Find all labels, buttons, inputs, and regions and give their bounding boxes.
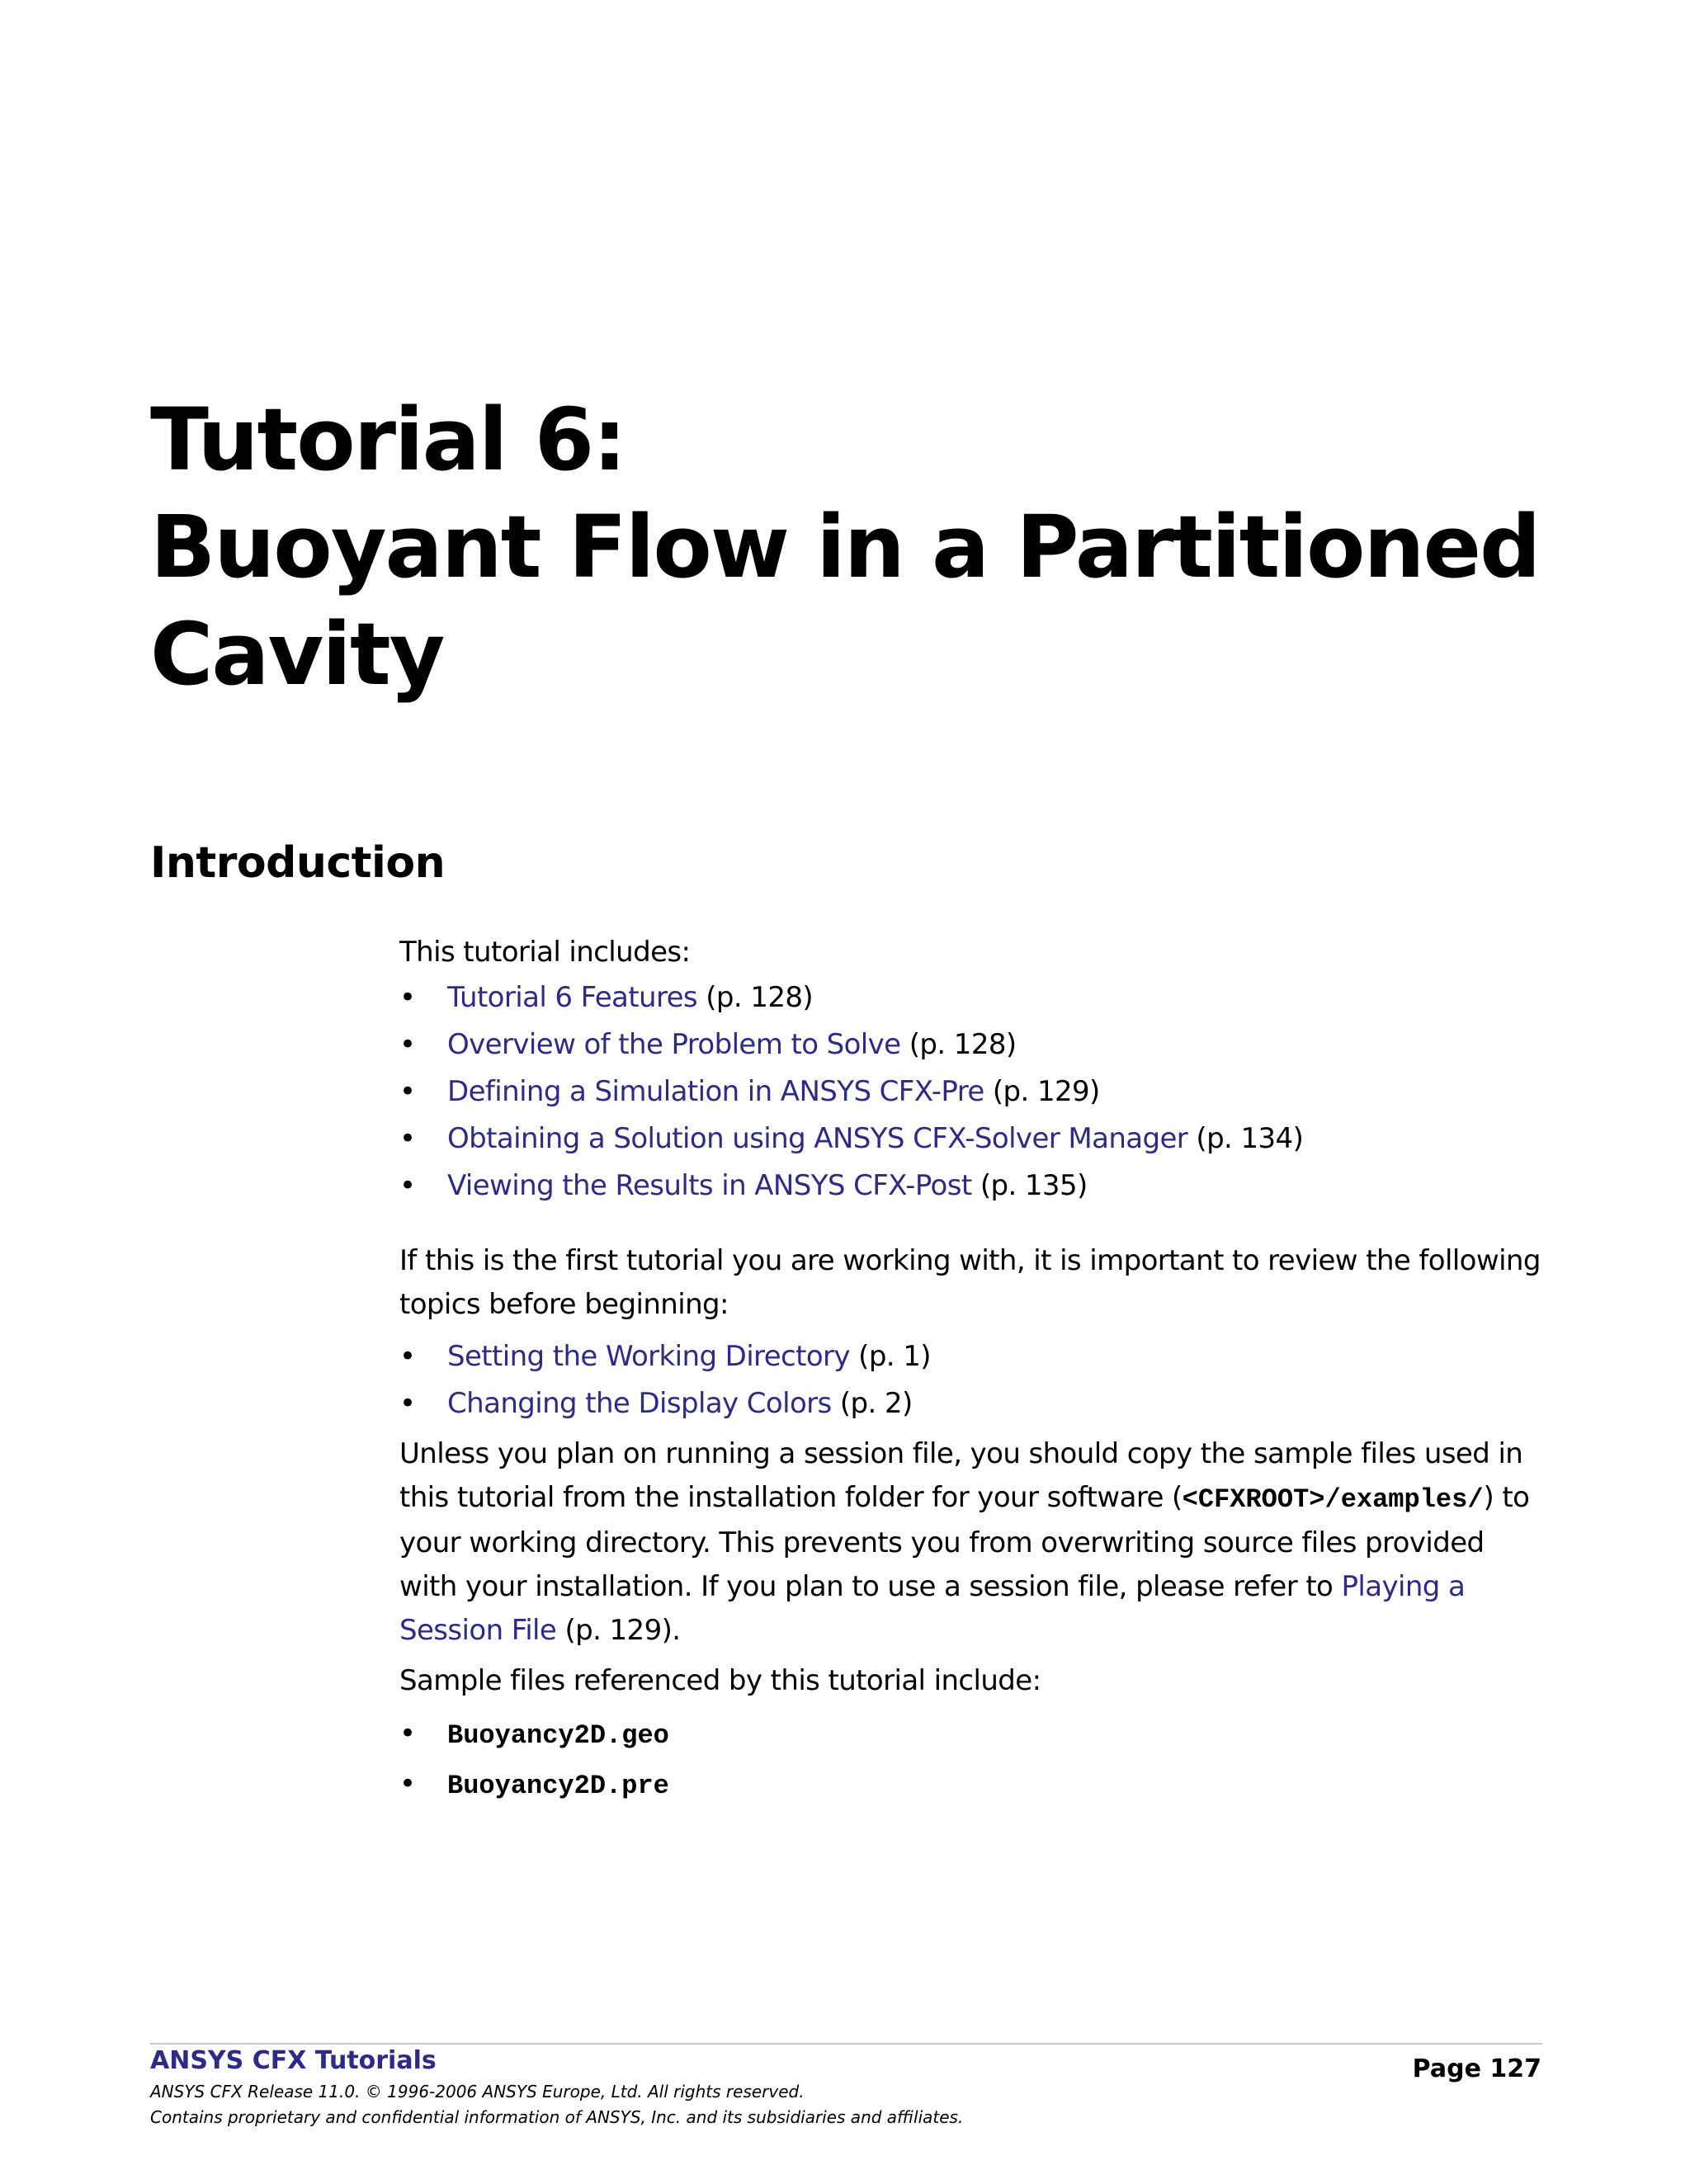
intro-lead: This tutorial includes: xyxy=(399,936,691,969)
link-defining-simulation[interactable]: Defining a Simulation in ANSYS CFX-Pre xyxy=(447,1075,984,1108)
link-obtaining-solution[interactable]: Obtaining a Solution using ANSYS CFX-Solver Manager xyxy=(447,1122,1188,1155)
sample-file-pre: Buoyancy2D.pre xyxy=(447,1771,669,1801)
list-item xyxy=(399,1116,1546,1163)
list-item xyxy=(399,1710,1546,1760)
bullet: • xyxy=(399,1387,416,1420)
page-title xyxy=(150,386,1540,708)
link-tutorial-6-features[interactable]: Tutorial 6 Features xyxy=(447,981,698,1014)
page-ref: (p. 129). xyxy=(556,1614,681,1647)
bullet: • xyxy=(399,1075,416,1108)
page-ref: (p. 129) xyxy=(992,1075,1100,1108)
bullet: • xyxy=(399,1028,416,1061)
introduction-body xyxy=(399,931,1546,1810)
title-line-2: Buoyant Flow in a Partitioned xyxy=(150,497,1540,597)
link-viewing-results[interactable]: Viewing the Results in ANSYS CFX-Post xyxy=(447,1169,972,1202)
page-ref: (p. 128) xyxy=(706,981,814,1014)
sample-files-lead: Sample files referenced by this tutorial include: xyxy=(399,1664,1041,1697)
page-ref: (p. 134) xyxy=(1196,1122,1304,1155)
bullet: • xyxy=(399,1340,416,1373)
list-item xyxy=(399,1163,1546,1210)
bullet: • xyxy=(399,1122,416,1155)
sample-files-list xyxy=(399,1710,1546,1810)
footer-confidential: Contains proprietary and confidential information of ANSYS, Inc. and its subsidiaries and affiliates. xyxy=(150,2107,964,2127)
copy-text-2: ) to your working directory. This prevents you from overwriting source files provided with your installation. If you plan to use a session file, please refer to xyxy=(399,1481,1530,1603)
list-item xyxy=(399,1380,1546,1427)
sample-file-geo: Buoyancy2D.geo xyxy=(447,1720,669,1751)
footer-title: ANSYS CFX Tutorials xyxy=(150,2046,437,2075)
title-line-1: Tutorial 6: xyxy=(150,389,625,490)
bullet: • xyxy=(399,981,416,1014)
review-topics-list xyxy=(399,1333,1546,1427)
list-item xyxy=(399,1333,1546,1380)
bullet: • xyxy=(399,1767,416,1800)
copy-files-paragraph xyxy=(399,1432,1546,1653)
list-item xyxy=(399,1760,1546,1810)
list-item xyxy=(399,1021,1546,1068)
page-ref: (p. 1) xyxy=(858,1340,931,1373)
bullet: • xyxy=(399,1169,416,1202)
review-paragraph: If this is the first tutorial you are working with, it is important to review the following topics before beginning: xyxy=(399,1244,1541,1321)
list-item xyxy=(399,1068,1546,1116)
link-working-directory[interactable]: Setting the Working Directory xyxy=(447,1340,850,1373)
page-ref: (p. 135) xyxy=(980,1169,1088,1202)
section-heading-introduction: Introduction xyxy=(150,838,446,888)
page-ref: (p. 2) xyxy=(839,1387,913,1420)
tutorial-topics-list xyxy=(399,974,1546,1210)
title-line-3: Cavity xyxy=(150,604,444,705)
cfxroot-path: <CFXROOT>/examples/ xyxy=(1182,1484,1484,1515)
bullet: • xyxy=(399,1717,416,1750)
page-number: Page 127 xyxy=(1412,2054,1541,2083)
link-playing-session-file[interactable]: Playing a Session File xyxy=(399,1570,1466,1647)
list-item xyxy=(399,974,1546,1021)
page-ref: (p. 128) xyxy=(909,1028,1017,1061)
link-display-colors[interactable]: Changing the Display Colors xyxy=(447,1387,832,1420)
link-overview-problem[interactable]: Overview of the Problem to Solve xyxy=(447,1028,901,1061)
copy-text-1: Unless you plan on running a session file, you should copy the sample files used in this tutorial from the installation folder for your software ( xyxy=(399,1437,1523,1514)
footer-copyright: ANSYS CFX Release 11.0. © 1996-2006 ANSYS Europe, Ltd. All rights reserved. xyxy=(150,2082,805,2101)
